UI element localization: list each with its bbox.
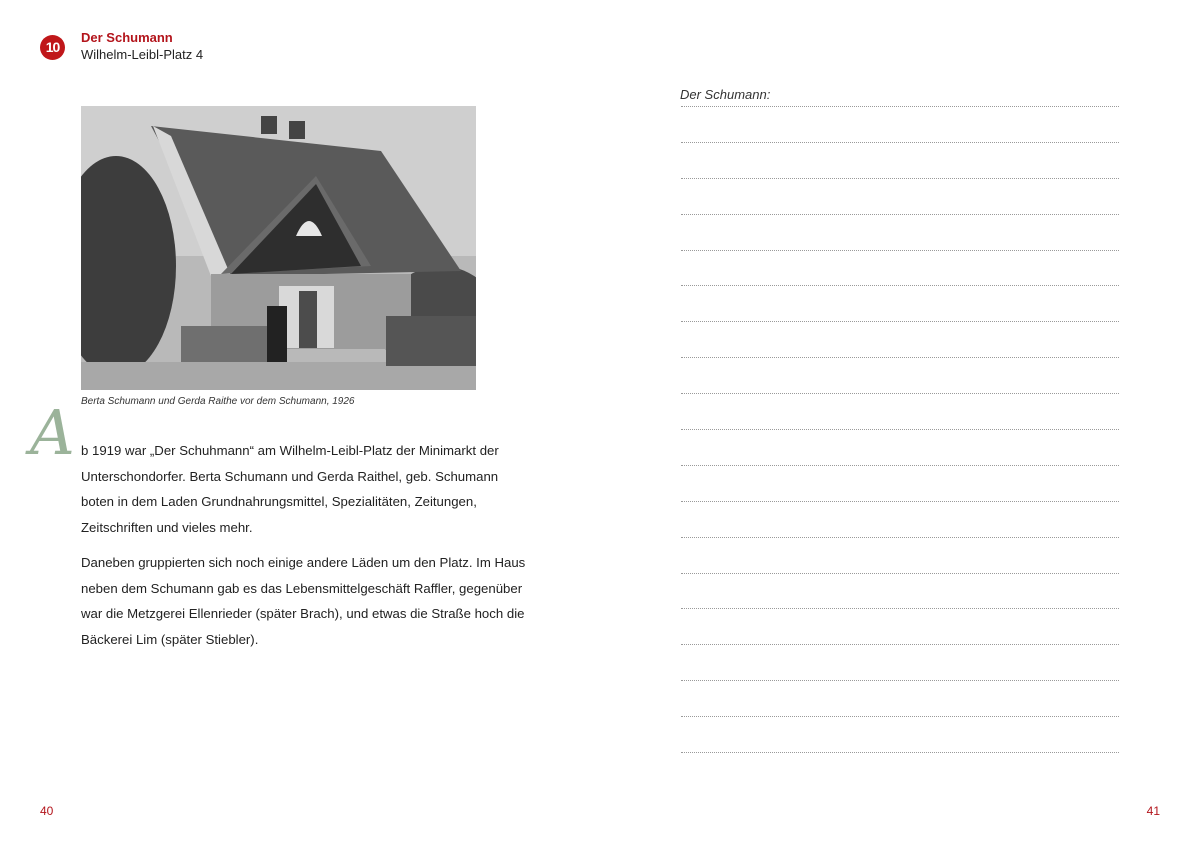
chapter-number-badge: 10 <box>40 35 65 60</box>
photo-caption: Berta Schumann und Gerda Raithe vor dem Schumann, 1926 <box>81 396 355 407</box>
note-line <box>681 466 1119 502</box>
note-line <box>681 286 1119 322</box>
drop-cap: A <box>30 396 75 469</box>
historic-photo <box>81 106 476 390</box>
note-line <box>681 215 1119 251</box>
note-line <box>681 681 1119 717</box>
note-line <box>681 502 1119 538</box>
note-line <box>681 358 1119 394</box>
note-line <box>681 574 1119 610</box>
notes-area <box>681 106 1119 753</box>
article-body <box>81 438 531 652</box>
paragraph: Daneben gruppierten sich noch einige andere Läden um den Platz. Im Haus neben dem Schumann gab es das Lebensmittelgeschäft Raffler, gegenüber war die Metzgerei Ellenrieder (später Brach), und etwas die Straße hoch die Bäckerei Lim (später Stiebler). <box>81 555 526 647</box>
note-line <box>681 143 1119 179</box>
note-line <box>681 107 1119 143</box>
note-line <box>681 645 1119 681</box>
note-line <box>681 717 1119 753</box>
chapter-address: Wilhelm-Leibl-Platz 4 <box>81 47 204 62</box>
paragraph: b 1919 war „Der Schuhmann“ am Wilhelm-Leibl-Platz der Minimarkt der Unterschondorfer. Berta Schumann und Gerda Raithel, geb. Schumann boten in dem Laden Grundnahrungsmittel, Spezialitäten, Zeitungen, Zeitschriften und vieles mehr. <box>81 443 499 535</box>
page-number-right: 41 <box>1146 804 1160 818</box>
note-line <box>681 394 1119 430</box>
note-line <box>681 430 1119 466</box>
page-number-left: 40 <box>40 804 54 818</box>
note-line <box>681 251 1119 287</box>
note-line <box>681 538 1119 574</box>
note-line <box>681 322 1119 358</box>
right-page <box>600 0 1200 851</box>
chapter-title: Der Schumann <box>81 30 173 45</box>
note-line <box>681 179 1119 215</box>
notes-label: Der Schumann: <box>680 87 771 102</box>
note-line <box>681 609 1119 645</box>
